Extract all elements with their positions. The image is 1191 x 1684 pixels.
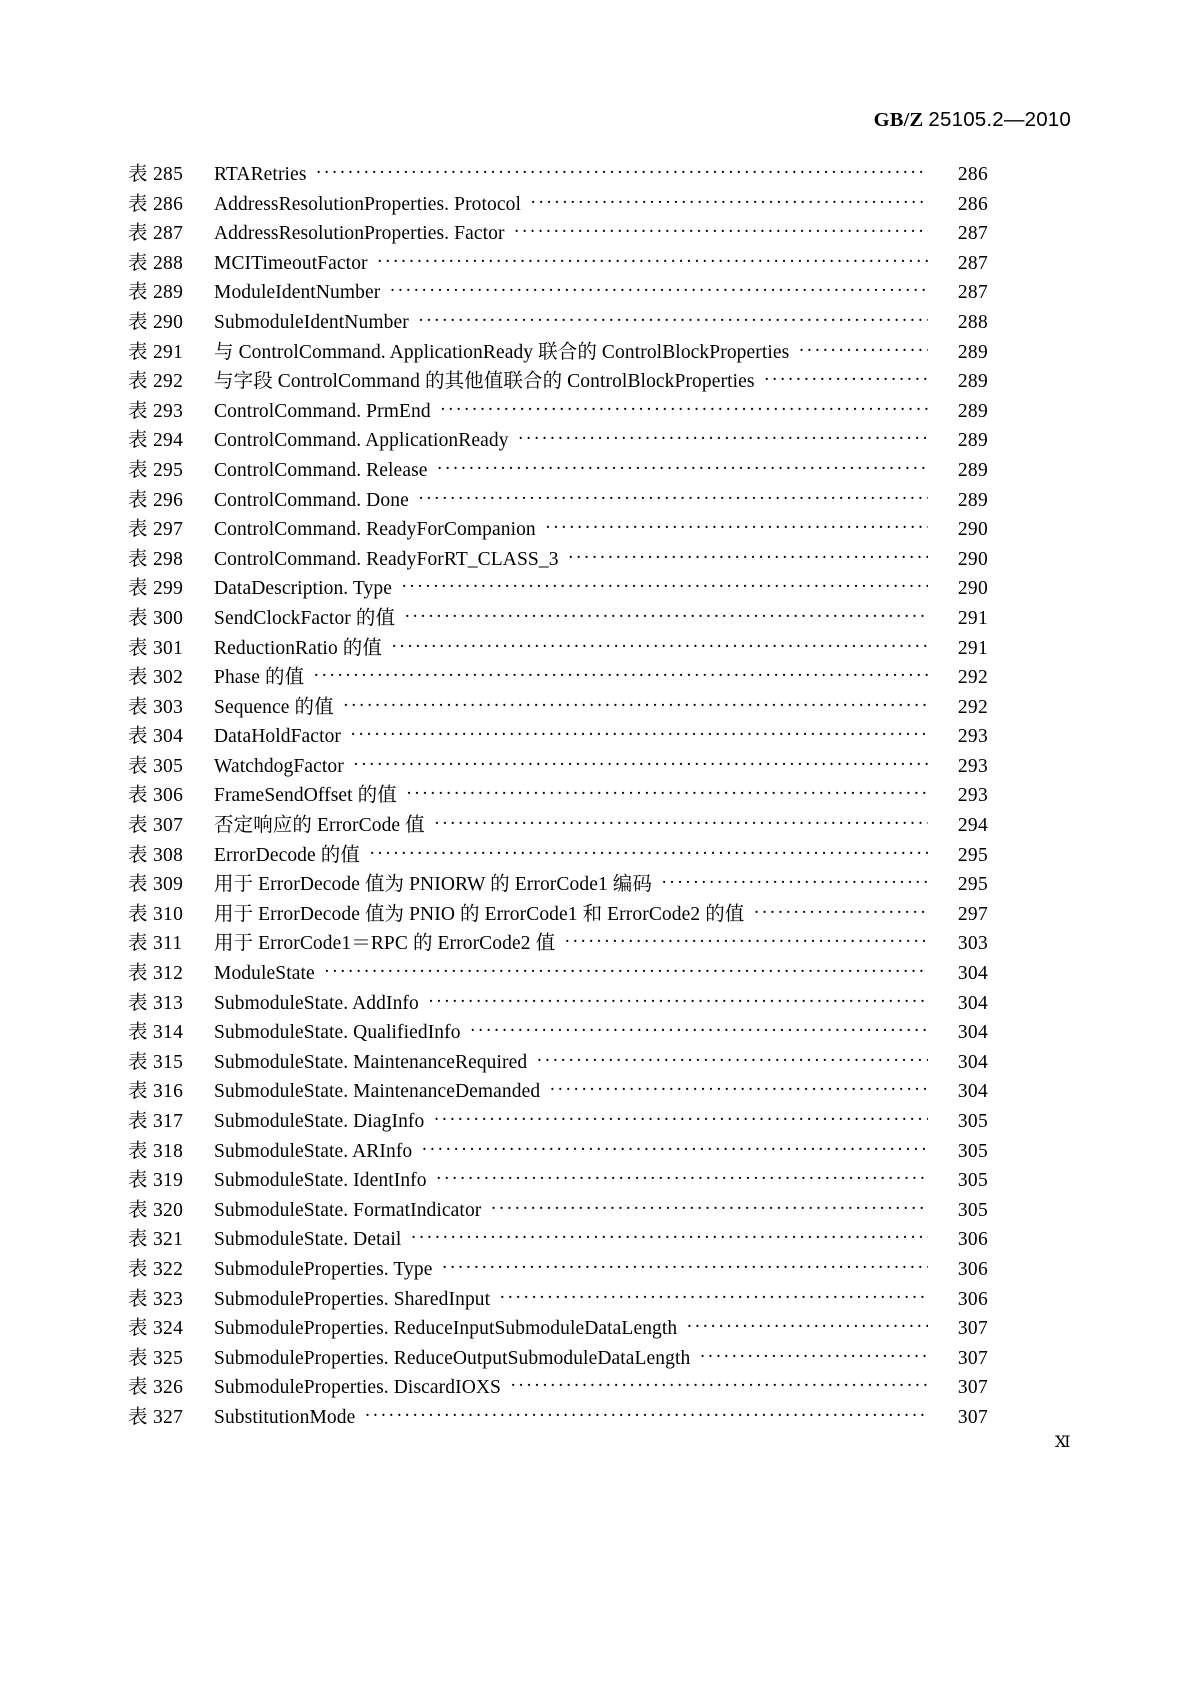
table-title: SubmoduleState. DiagInfo (214, 1111, 425, 1132)
table-title: WatchdogFactor (214, 755, 344, 777)
page-number: 306 (957, 1258, 988, 1280)
dot-leader (518, 426, 928, 446)
table-title: MCITimeoutFactor (214, 252, 368, 274)
page-number: 293 (957, 726, 988, 748)
page-number: 305 (957, 1140, 988, 1162)
table-label: 表 314 (128, 1022, 184, 1044)
table-title: ModuleState (214, 963, 315, 985)
table-title: 用于 ErrorCode1＝RPC 的 ErrorCode2 值 (214, 933, 556, 955)
table-label: 表 312 (128, 963, 184, 985)
table-label: 表 300 (128, 607, 184, 629)
list-item[interactable] (128, 752, 988, 782)
table-label: 表 318 (128, 1140, 184, 1162)
page-number: 307 (957, 1347, 988, 1369)
table-label: 表 302 (128, 667, 184, 689)
list-of-tables (128, 160, 1071, 1433)
dot-leader (798, 338, 928, 358)
list-item[interactable] (128, 219, 988, 249)
dot-leader (564, 929, 928, 949)
dot-leader (313, 663, 928, 683)
folio-number: Ⅺ (1055, 1434, 1071, 1451)
page-number: 307 (957, 1377, 988, 1399)
table-title: 用于 ErrorDecode 值为 PNIORW 的 ErrorCode1 编码 (214, 874, 652, 896)
list-item[interactable] (128, 1314, 988, 1344)
dot-leader (389, 278, 928, 298)
table-title: SubstitutionMode (214, 1406, 356, 1428)
list-item[interactable] (128, 160, 988, 190)
table-label: 表 301 (128, 637, 184, 659)
list-item[interactable] (128, 1137, 988, 1167)
list-item[interactable] (128, 1373, 988, 1403)
dot-leader (343, 693, 928, 713)
table-label: 表 322 (128, 1258, 184, 1280)
page-number: 297 (957, 903, 988, 925)
page-number: 295 (957, 874, 988, 896)
table-title: ModuleIdentNumber (214, 282, 381, 304)
page-footer (120, 1432, 1071, 1458)
page-number: 286 (957, 164, 988, 185)
table-label: 表 321 (128, 1229, 184, 1251)
table-title: SubmoduleState. ARInfo (214, 1140, 413, 1162)
list-item[interactable] (128, 929, 988, 959)
page-number: 304 (957, 1051, 988, 1073)
table-label: 表 285 (128, 164, 184, 185)
standard-code: GB/Z (873, 109, 924, 131)
table-title: SubmoduleState. FormatIndicator (214, 1199, 482, 1221)
table-label: 表 294 (128, 430, 184, 452)
table-title: ControlCommand. Done (214, 489, 409, 511)
dot-leader (536, 1048, 928, 1068)
table-title: SubmoduleProperties. DiscardIOXS (214, 1377, 501, 1399)
table-label: 表 323 (128, 1288, 184, 1310)
page-number: 304 (957, 1022, 988, 1044)
table-title: SubmoduleIdentNumber (214, 311, 409, 333)
running-header (120, 108, 1071, 142)
table-label: 表 308 (128, 844, 184, 866)
page-number: 303 (957, 933, 988, 955)
page-number: 289 (957, 400, 988, 422)
dot-leader (442, 1255, 928, 1275)
dot-leader (404, 604, 928, 624)
dot-leader (514, 219, 928, 239)
page-number: 305 (957, 1111, 988, 1132)
table-title: AddressResolutionProperties. Factor (214, 223, 505, 245)
table-label: 表 296 (128, 489, 184, 511)
page-number: 305 (957, 1199, 988, 1221)
dot-leader (686, 1314, 928, 1334)
page-number: 287 (957, 282, 988, 304)
dot-leader (549, 1077, 928, 1097)
dot-leader (490, 1196, 928, 1216)
dot-leader (418, 486, 928, 506)
list-item[interactable] (128, 367, 988, 397)
list-item[interactable] (128, 338, 988, 368)
table-title: SubmoduleProperties. ReduceOutputSubmoduleDataLength (214, 1347, 691, 1369)
list-item[interactable] (128, 426, 988, 456)
page-number: 287 (957, 223, 988, 245)
table-label: 表 325 (128, 1347, 184, 1369)
table-title: SubmoduleProperties. ReduceInputSubmoduleDataLength (214, 1318, 678, 1340)
dot-leader (369, 841, 928, 861)
table-title: SendClockFactor 的值 (214, 607, 396, 629)
dot-leader (428, 989, 928, 1009)
page-number: 292 (957, 696, 988, 718)
page-number: 304 (957, 963, 988, 985)
list-item[interactable] (128, 397, 988, 427)
table-label: 表 298 (128, 548, 184, 570)
page-number: 291 (957, 637, 988, 659)
list-item[interactable] (128, 190, 988, 220)
table-title: SubmoduleProperties. SharedInput (214, 1288, 491, 1310)
list-item[interactable] (128, 722, 988, 752)
page-number: 290 (957, 548, 988, 570)
page-number: 304 (957, 992, 988, 1014)
table-title: Sequence 的值 (214, 696, 334, 718)
dot-leader (418, 308, 928, 328)
table-title: 与字段 ControlCommand 的其他值联合的 ControlBlockProperties (214, 371, 755, 393)
dot-leader (401, 574, 928, 594)
list-item[interactable] (128, 278, 988, 308)
page-number: 295 (957, 844, 988, 866)
dot-leader (753, 900, 928, 920)
table-label: 表 315 (128, 1051, 184, 1073)
list-item[interactable] (128, 634, 988, 664)
dot-leader (530, 190, 928, 210)
page-number: 288 (957, 311, 988, 333)
table-label: 表 320 (128, 1199, 184, 1221)
list-item[interactable] (128, 900, 988, 930)
table-label: 表 293 (128, 400, 184, 422)
list-item[interactable] (128, 308, 988, 338)
dot-leader (324, 959, 928, 979)
dot-leader (316, 160, 928, 180)
list-item[interactable] (128, 1285, 988, 1315)
table-label: 表 291 (128, 341, 184, 363)
dot-leader (661, 870, 928, 890)
table-title: SubmoduleState. MaintenanceRequired (214, 1051, 528, 1073)
list-item[interactable] (128, 841, 988, 871)
table-title: SubmoduleState. Detail (214, 1229, 402, 1251)
page-number: 292 (957, 667, 988, 689)
list-item[interactable] (128, 1196, 988, 1226)
list-item[interactable] (128, 545, 988, 575)
page-number: 293 (957, 785, 988, 807)
list-item[interactable] (128, 456, 988, 486)
page-number: 290 (957, 578, 988, 600)
list-item[interactable] (128, 693, 988, 723)
dot-leader (410, 1225, 928, 1245)
page-number: 304 (957, 1081, 988, 1103)
dot-leader (406, 781, 928, 801)
table-title: SubmoduleProperties. Type (214, 1258, 433, 1280)
list-item[interactable] (128, 811, 988, 841)
page-number: 289 (957, 489, 988, 511)
table-title: FrameSendOffset 的值 (214, 785, 397, 807)
table-title: ReductionRatio 的值 (214, 637, 382, 659)
table-label: 表 288 (128, 252, 184, 274)
list-item[interactable] (128, 1166, 988, 1196)
dot-leader (440, 397, 928, 417)
table-title: ControlCommand. ReadyForCompanion (214, 519, 536, 541)
table-title: SubmoduleState. MaintenanceDemanded (214, 1081, 541, 1103)
list-item[interactable] (128, 604, 988, 634)
table-label: 表 327 (128, 1406, 184, 1428)
list-item[interactable] (128, 1107, 988, 1137)
table-title: SubmoduleState. QualifiedInfo (214, 1022, 461, 1044)
dot-leader (470, 1018, 928, 1038)
table-title: DataDescription. Type (214, 578, 392, 600)
dot-leader (364, 1403, 928, 1423)
page-number: 291 (957, 607, 988, 629)
table-label: 表 286 (128, 193, 184, 215)
table-label: 表 307 (128, 815, 184, 837)
dot-leader (350, 722, 928, 742)
dot-leader (391, 634, 928, 654)
list-item[interactable] (128, 1018, 988, 1048)
list-item[interactable] (128, 989, 988, 1019)
page-number: 307 (957, 1318, 988, 1340)
dot-leader (499, 1285, 928, 1305)
page-number: 289 (957, 371, 988, 393)
table-label: 表 316 (128, 1081, 184, 1103)
dot-leader (436, 1166, 928, 1186)
table-label: 表 324 (128, 1318, 184, 1340)
table-title: 与 ControlCommand. ApplicationReady 联合的 ControlBlockProperties (214, 341, 790, 363)
page-number: 306 (957, 1229, 988, 1251)
list-item[interactable] (128, 870, 988, 900)
dot-leader (699, 1344, 928, 1364)
dot-leader (510, 1373, 928, 1393)
table-title: ControlCommand. ApplicationReady (214, 430, 509, 452)
dot-leader (434, 811, 928, 831)
table-title: 用于 ErrorDecode 值为 PNIO 的 ErrorCode1 和 ErrorCode2 的值 (214, 903, 745, 925)
page-number: 307 (957, 1406, 988, 1428)
page-number: 289 (957, 430, 988, 452)
dot-leader (421, 1137, 928, 1157)
table-label: 表 313 (128, 992, 184, 1014)
table-label: 表 306 (128, 785, 184, 807)
dot-leader (353, 752, 928, 772)
list-item[interactable] (128, 1344, 988, 1374)
list-item[interactable] (128, 249, 988, 279)
dot-leader (568, 545, 928, 565)
table-label: 表 290 (128, 311, 184, 333)
page-number: 294 (957, 815, 988, 837)
list-item[interactable] (128, 1077, 988, 1107)
dot-leader (377, 249, 928, 269)
table-label: 表 297 (128, 519, 184, 541)
table-title: ControlCommand. ReadyForRT_CLASS_3 (214, 548, 559, 570)
table-label: 表 310 (128, 903, 184, 925)
table-label: 表 292 (128, 371, 184, 393)
table-label: 表 319 (128, 1170, 184, 1192)
list-item[interactable] (128, 486, 988, 516)
page-number: 293 (957, 755, 988, 777)
page-number: 287 (957, 252, 988, 274)
table-label: 表 309 (128, 874, 184, 896)
table-label: 表 305 (128, 755, 184, 777)
table-title: ControlCommand. Release (214, 459, 428, 481)
page-number: 289 (957, 459, 988, 481)
list-item[interactable] (128, 1403, 988, 1433)
list-item[interactable] (128, 574, 988, 604)
list-item[interactable] (128, 1048, 988, 1078)
table-title: SubmoduleState. AddInfo (214, 992, 419, 1014)
list-item[interactable] (128, 1225, 988, 1255)
list-item[interactable] (128, 663, 988, 693)
table-label: 表 304 (128, 726, 184, 748)
table-label: 表 303 (128, 696, 184, 718)
dot-leader (437, 456, 928, 476)
page-number: 306 (957, 1288, 988, 1310)
table-label: 表 311 (128, 933, 183, 955)
table-title: ControlCommand. PrmEnd (214, 400, 431, 422)
table-label: 表 299 (128, 578, 184, 600)
table-label: 表 287 (128, 223, 184, 245)
table-title: 否定响应的 ErrorCode 值 (214, 815, 425, 837)
page-number: 305 (957, 1170, 988, 1192)
standard-number: 25105.2—2010 (928, 108, 1071, 131)
table-title: RTARetries (214, 164, 307, 185)
table-title: SubmoduleState. IdentInfo (214, 1170, 427, 1192)
table-title: ErrorDecode 的值 (214, 844, 360, 866)
dot-leader (433, 1107, 928, 1127)
dot-leader (764, 367, 928, 387)
table-title: Phase 的值 (214, 667, 305, 689)
table-label: 表 295 (128, 459, 184, 481)
table-title: DataHoldFactor (214, 726, 342, 748)
page-number: 286 (957, 193, 988, 215)
list-item[interactable] (128, 1255, 988, 1285)
table-title: AddressResolutionProperties. Protocol (214, 193, 522, 215)
list-item[interactable] (128, 959, 988, 989)
page-number: 290 (957, 519, 988, 541)
table-label: 表 317 (128, 1111, 184, 1132)
table-label: 表 289 (128, 282, 184, 304)
list-item[interactable] (128, 515, 988, 545)
list-item[interactable] (128, 781, 988, 811)
table-label: 表 326 (128, 1377, 184, 1399)
page-number: 289 (957, 341, 988, 363)
dot-leader (545, 515, 928, 535)
